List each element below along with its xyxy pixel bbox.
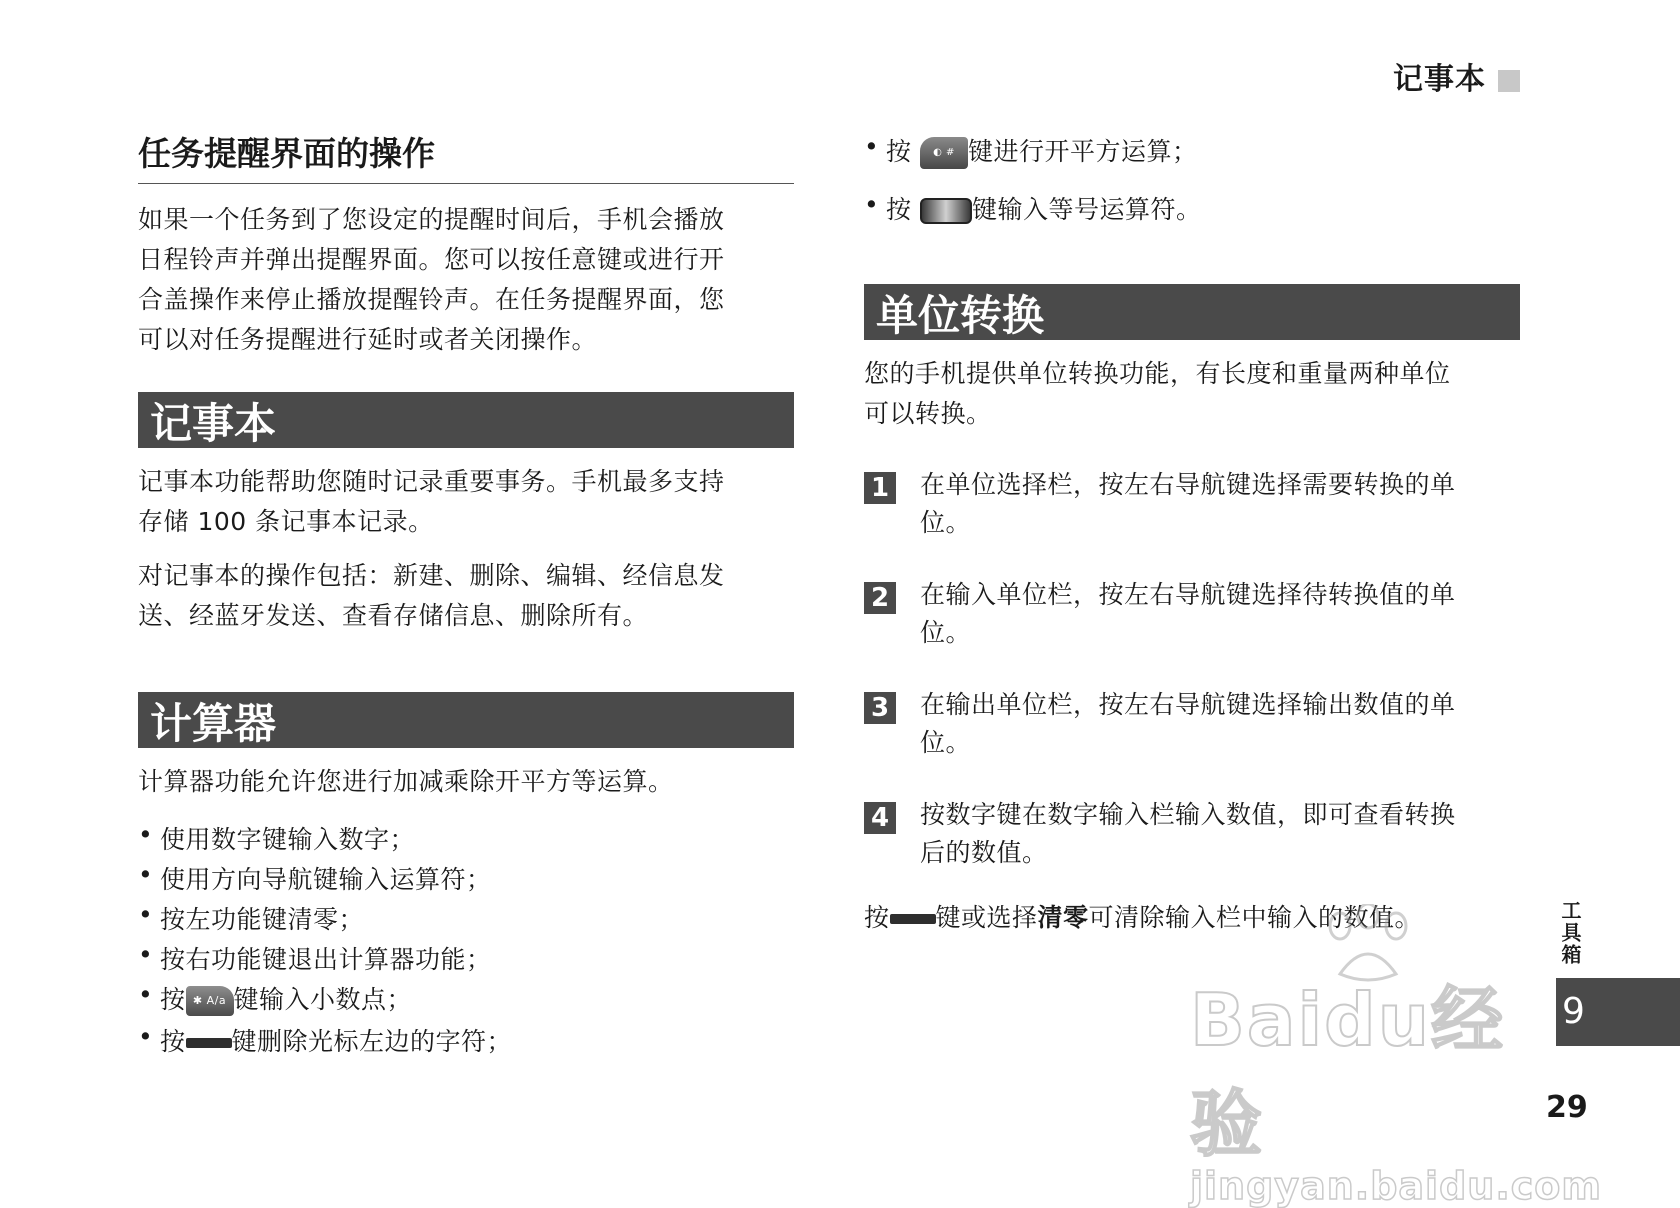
text-post: 键进行开平方运算； — [967, 137, 1198, 166]
list-item: • 使用方向导航键输入运算符； — [138, 860, 798, 900]
watermark-cn-text: 经验 — [1190, 978, 1505, 1166]
clear-label-bold: 清零 — [1037, 903, 1089, 932]
watermark-brand — [1190, 962, 1550, 1170]
side-section-label: 工具箱 — [1558, 900, 1582, 966]
unit-conversion-heading: 单位转换 — [864, 284, 1520, 340]
text-pre: 按 — [886, 195, 912, 224]
step-number-badge: 3 — [864, 692, 896, 724]
clear-note — [864, 898, 1544, 938]
page-number: 29 — [1546, 1090, 1588, 1125]
notepad-heading: 记事本 — [138, 392, 794, 448]
clear-key-icon — [890, 914, 936, 924]
task-reminder-body — [138, 200, 798, 360]
body-line: 日程铃声并弹出提醒界面。您可以按任意键或进行开 — [138, 245, 725, 274]
step-1 — [864, 466, 1520, 542]
hash-key-icon: ◐ # — [920, 137, 968, 169]
text-post: 键输入等号运算符。 — [971, 195, 1202, 224]
step-number-badge: 4 — [864, 802, 896, 834]
text-mid: 键或选择 — [935, 903, 1038, 932]
text-post: 键输入小数点； — [233, 985, 413, 1014]
step-2 — [864, 576, 1520, 652]
text-post: 可清除输入栏中输入的数值。 — [1088, 903, 1421, 932]
text-pre: 按 — [160, 985, 186, 1014]
step-line: 后的数值。 — [920, 838, 1048, 867]
body-line: 对记事本的操作包括：新建、删除、编辑、经信息发 — [138, 561, 725, 590]
list-item-delete — [138, 1022, 798, 1062]
body-line: 存储 100 条记事本记录。 — [138, 507, 434, 536]
step-line: 在单位选择栏，按左右导航键选择需要转换的单 — [920, 470, 1456, 499]
body-line: 如果一个任务到了您设定的提醒时间后，手机会播放 — [138, 205, 725, 234]
step-line: 按数字键在数字输入栏输入数值，即可查看转换 — [920, 800, 1456, 829]
step-line: 位。 — [920, 728, 972, 757]
paw-logo-icon — [1310, 904, 1430, 984]
step-line: 位。 — [920, 508, 972, 537]
center-key-icon — [920, 198, 972, 224]
list-item: • 按左功能键清零； — [138, 900, 798, 940]
step-number-badge: 1 — [864, 472, 896, 504]
body-line: 可以对任务提醒进行延时或者关闭操作。 — [138, 325, 598, 354]
calculator-heading: 计算器 — [138, 692, 794, 748]
notepad-paragraph-1 — [138, 462, 798, 542]
chapter-tab: 9 — [1556, 978, 1680, 1046]
notepad-paragraph-2 — [138, 556, 798, 636]
list-item: • 按右功能键退出计算器功能； — [138, 940, 798, 980]
calculator-bullet-list-continued — [864, 132, 1520, 230]
list-item: • 使用数字键输入数字； — [138, 820, 798, 860]
unit-conversion-intro — [864, 354, 1524, 434]
watermark-brand-text: Bai — [1190, 978, 1325, 1062]
running-header-title: 记事本 — [1393, 62, 1486, 97]
running-header — [1300, 54, 1520, 98]
body-line: 可以转换。 — [864, 399, 992, 428]
list-item-decimal — [138, 980, 798, 1022]
step-line: 在输入单位栏，按左右导航键选择待转换值的单 — [920, 580, 1456, 609]
step-4 — [864, 796, 1520, 872]
star-key-icon: ✱ A/a — [186, 986, 234, 1016]
step-line: 位。 — [920, 618, 972, 647]
list-item-equals — [864, 190, 1520, 230]
clear-key-icon — [186, 1038, 232, 1048]
step-number-badge: 2 — [864, 582, 896, 614]
header-square-icon — [1498, 70, 1520, 92]
watermark-brand-text-2: du — [1324, 978, 1431, 1062]
body-line: 您的手机提供单位转换功能，有长度和重量两种单位 — [864, 359, 1451, 388]
body-line: 记事本功能帮助您随时记录重要事务。手机最多支持 — [138, 467, 725, 496]
text-post: 键删除光标左边的字符； — [231, 1027, 513, 1056]
calculator-intro: 计算器功能允许您进行加减乘除开平方等运算。 — [138, 767, 674, 796]
body-line: 合盖操作来停止播放提醒铃声。在任务提醒界面，您 — [138, 285, 725, 314]
text-pre: 按 — [886, 137, 912, 166]
watermark-url: jingyan.baidu.com — [1190, 1164, 1602, 1208]
calculator-bullet-list — [138, 820, 798, 1062]
step-line: 在输出单位栏，按左右导航键选择输出数值的单 — [920, 690, 1456, 719]
text-pre: 按 — [160, 1027, 186, 1056]
text-pre: 按 — [864, 903, 890, 932]
task-reminder-heading: 任务提醒界面的操作 — [138, 128, 794, 184]
step-3 — [864, 686, 1520, 762]
list-item-sqrt — [864, 132, 1520, 190]
body-line: 送、经蓝牙发送、查看存储信息、删除所有。 — [138, 601, 649, 630]
